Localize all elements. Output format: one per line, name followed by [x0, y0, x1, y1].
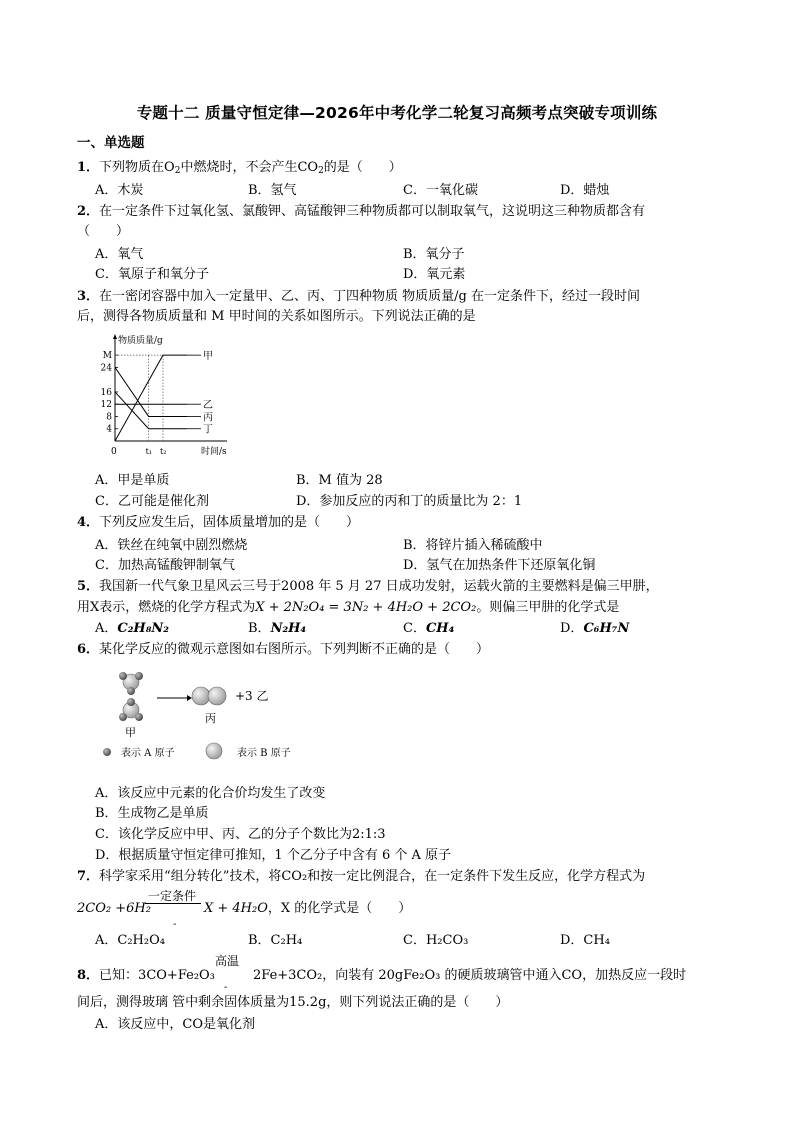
- q7-equation-left: 2CO₂ +6H₂: [77, 901, 151, 916]
- q4-option-b[interactable]: B．将锌片插入稀硫酸中: [403, 538, 543, 553]
- section-heading: 一、单选题: [77, 135, 145, 151]
- series-line: [115, 392, 187, 429]
- q3-option-b[interactable]: B．M 值为 28: [296, 473, 383, 488]
- q6-option-b[interactable]: B．生成物乙是单质: [95, 806, 209, 821]
- y-tick-label: 8: [106, 412, 112, 423]
- question-6-stem: 6．某化学反应的微观示意图如右图所示。下列判断不正确的是（ ）: [77, 642, 490, 657]
- y-tick-label: 12: [100, 400, 112, 411]
- molecule-jia-bottom: [119, 698, 143, 721]
- q7-equation-right: X + 4H₂O，X 的化学式是（ ）: [204, 901, 412, 916]
- q4-option-a[interactable]: A．铁丝在纯氧中剧烈燃烧: [95, 538, 248, 553]
- q7-option-b[interactable]: B．C₂H₄: [248, 933, 303, 948]
- q2-option-a[interactable]: A．氧气: [95, 247, 144, 262]
- q7-option-d[interactable]: D．CH₄: [560, 933, 610, 948]
- series-label: 乙: [203, 400, 213, 412]
- q1-option-b[interactable]: B．氢气: [248, 183, 297, 198]
- q2-option-c[interactable]: C．氧原子和氧分子: [95, 267, 209, 282]
- question-8-stem-c: 间后，测得玻璃 管中剩余固体质量为15.2g，则下列说法正确的是（ ）: [77, 995, 509, 1010]
- q3-option-a[interactable]: A．甲是单质: [95, 473, 170, 488]
- q7-option-c[interactable]: C．H₂CO₃: [403, 933, 469, 948]
- q6-option-d[interactable]: D．根据质量守恒定律可推知，1 个乙分子中含有 6 个 A 原子: [95, 848, 452, 863]
- x-tick-label: t₁: [145, 447, 153, 456]
- question-2-stem-cont: （ ）: [77, 224, 130, 239]
- label-jia: 甲: [125, 726, 136, 739]
- q6-option-a[interactable]: A．该反应中元素的化合价均发生了改变: [95, 786, 326, 801]
- y-tick-label: 16: [100, 387, 112, 398]
- question-8-stem-a: 8．已知：3CO+Fe₂O₃: [77, 968, 215, 983]
- mass-time-chart: [95, 333, 245, 463]
- q3-option-d[interactable]: D．参加反应的丙和丁的质量比为 2：1: [296, 494, 523, 509]
- q2-option-d[interactable]: D．氧元素: [403, 267, 466, 282]
- atom-a-legend-icon: [103, 748, 111, 756]
- q7-option-a[interactable]: A．C₂H₂O₄: [95, 933, 165, 948]
- question-3-stem: 3．在一密闭容器中加入一定量甲、乙、丙、丁四种物质 物质质量/g 在一定条件下，经过一段时间: [77, 289, 641, 304]
- q6-option-c[interactable]: C．该化学反应中甲、丙、乙的分子个数比为2:1:3: [95, 827, 386, 842]
- question-3-stem-cont: 后，测得各物质质量和 M 甲时间的关系如图所示。下列说法正确的是: [77, 309, 476, 324]
- series-label: 丙: [203, 412, 213, 424]
- series-label: 丁: [203, 424, 213, 436]
- q8-equals-dash: -: [224, 982, 228, 993]
- q5-option-c[interactable]: C．CH₄: [403, 621, 455, 636]
- q5-option-d[interactable]: D．C₆H₇N: [560, 621, 630, 636]
- y-tick-label: M: [102, 351, 112, 362]
- q5-option-b[interactable]: B．N₂H₄: [248, 621, 307, 636]
- q2-option-b[interactable]: B．氧分子: [403, 247, 465, 262]
- origin-label: 0: [111, 447, 117, 457]
- y-tick-label: 4: [106, 424, 112, 435]
- question-7-stem: 7．科学家采用“组分转化”技术，将CO₂和按一定比例混合，在一定条件下发生反应，化学方程式为: [77, 869, 646, 884]
- page-title: 专题十二 质量守恒定律—2026年中考化学二轮复习高频考点突破专项训练: [136, 104, 658, 122]
- atom-b-legend-icon: [206, 743, 222, 759]
- question-4-stem: 4．下列反应发生后，固体质量增加的是（ ）: [77, 515, 360, 530]
- micro-reaction-diagram: [95, 662, 325, 762]
- q1-option-a[interactable]: A．木炭: [95, 183, 144, 198]
- q8-option-a[interactable]: A．该反应中，CO是氧化剂: [95, 1017, 255, 1032]
- question-5-stem: 5．我国新一代气象卫星风云三号于2008 年 5 月 27 日成功发射，运载火箭的主要燃料是偏三甲肼，: [77, 579, 659, 594]
- series-label: 甲: [203, 351, 213, 363]
- series-line: [115, 355, 187, 441]
- q4-option-d[interactable]: D．氢气在加热条件下还原氧化铜: [403, 558, 596, 573]
- q1-option-d[interactable]: D．蜡烛: [560, 183, 610, 198]
- plus-three-yi: +3 乙: [235, 689, 269, 703]
- y-axis-label: 物质质量/g: [118, 336, 163, 346]
- q7-equals-bar-top: [145, 903, 201, 904]
- y-axis-arrow: [113, 334, 117, 339]
- molecule-jia-top: [119, 672, 143, 695]
- q3-option-c[interactable]: C．乙可能是催化剂: [95, 494, 209, 509]
- legend-a-text: 表示 A 原子: [121, 748, 175, 759]
- q8-condition: 高温: [215, 954, 240, 968]
- molecule-bing: [192, 687, 226, 705]
- legend-b-text: 表示 B 原子: [237, 748, 291, 759]
- combustion-equation: X + 2N₂O₄ = 3N₂ + 4H₂O + 2CO₂: [255, 600, 477, 615]
- q7-equals-dash: -: [173, 919, 177, 930]
- question-8-stem-b: 2Fe+3CO₂，向装有 20gFe₂O₃ 的硬质玻璃管中通入CO，加热反应一段时: [253, 968, 687, 983]
- y-tick-label: 24: [100, 363, 112, 374]
- series-line: [115, 367, 187, 416]
- reaction-arrow: [157, 695, 192, 701]
- q7-condition: 一定条件: [148, 889, 197, 903]
- question-1-stem: 1．下列物质在$O_2$中燃烧时，不会产生$CO_2$的是（ ）: [77, 160, 402, 176]
- q5-option-a[interactable]: A．C₂H₈N₂: [95, 621, 169, 636]
- question-2-stem: 2．在一定条件下过氧化氢、氯酸钾、高锰酸钾三种物质都可以制取氧气，这说明这三种物质都含有: [77, 204, 646, 219]
- q1-option-c[interactable]: C．一氧化碳: [403, 183, 478, 198]
- question-5-stem-cont: 用X表示，燃烧的化学方程式为X + 2N₂O₄ = 3N₂ + 4H₂O + 2CO₂。则偏三甲肼的化学式是: [77, 600, 620, 615]
- q4-option-c[interactable]: C．加热高锰酸钾制氧气: [95, 558, 235, 573]
- x-tick-label: t₂: [160, 447, 167, 456]
- x-axis-label: 时间/s: [201, 447, 227, 457]
- label-bing: 丙: [205, 712, 216, 725]
